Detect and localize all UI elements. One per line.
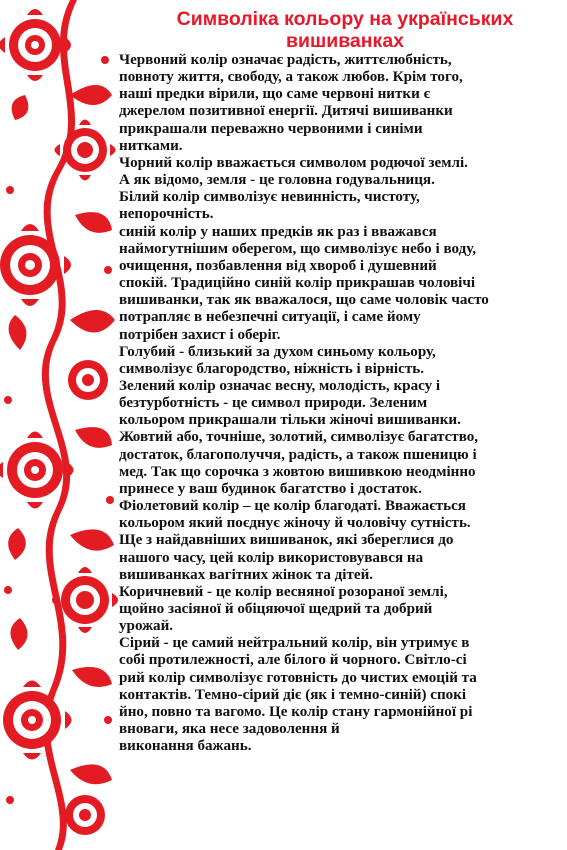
text-line: повноту життя, свободу, а також любов. Крім того, bbox=[119, 69, 463, 86]
text-line: А як відомо, земля - це головна годувальниця. bbox=[119, 172, 435, 189]
page-title bbox=[130, 8, 560, 52]
text-line: собі протилежності, але білого й чорного. Світло-сі bbox=[119, 652, 467, 669]
text-line: нитками. bbox=[119, 137, 183, 154]
text-line: символізує благородство, ніжність і вірність. bbox=[119, 360, 424, 377]
text-line: Фіолетовий колір – це колір благодаті. Вважається bbox=[119, 498, 466, 515]
embroidery-ornament bbox=[0, 0, 118, 850]
article-body bbox=[119, 52, 564, 755]
text-line: урожай. bbox=[119, 618, 174, 635]
text-line: нашого часу, цей колір використовувався на bbox=[119, 549, 424, 566]
text-line: йно, повно та вагомо. Це колір стану гармонійної рі bbox=[119, 703, 473, 720]
text-line: вноваги, яка несе задоволення й bbox=[119, 721, 340, 738]
text-line: Голубий - близький за духом синьому кольору, bbox=[119, 343, 436, 360]
text-line: безтурботність - це символ природи. Зеленим bbox=[119, 395, 428, 412]
text-line: непорочність. bbox=[119, 206, 214, 223]
text-line: наймогутнішим оберегом, що символізує небо і воду, bbox=[119, 240, 477, 257]
text-line: Білий колір символізує невинність, чистоту, bbox=[119, 189, 420, 206]
text-line: мед. Так що сорочка з жовтою вишивкою неодмінно bbox=[119, 463, 476, 480]
text-line: наші предки вірили, що саме червоні нитки є bbox=[119, 86, 431, 103]
text-line: кольором який поєднує жіночу й чоловічу сутність. bbox=[119, 515, 471, 532]
title-line: вишиванках bbox=[285, 30, 405, 52]
text-line: джерелом позитивної енергії. Дитячі вишиванки bbox=[119, 103, 453, 120]
text-line: виконання бажань. bbox=[119, 738, 252, 755]
text-line: очищення, позбавлення від хвороб і душевний bbox=[119, 257, 437, 274]
text-line: контактів. Темно-сірий діє (як і темно-синій) спокі bbox=[119, 686, 467, 703]
text-line: синій колір у наших предків як раз і вважався bbox=[119, 223, 437, 240]
title-line: Символіка кольору на українських bbox=[176, 8, 514, 30]
text-line: прикрашали переважно червоними і синіми bbox=[119, 120, 423, 137]
text-line: потрапляє в небезпечні ситуації, і саме йому bbox=[119, 309, 421, 326]
text-line: Жовтий або, точніше, золотий, символізує багатство, bbox=[119, 429, 479, 446]
text-line: рий колір символізує готовність до чистих емоцій та bbox=[119, 669, 477, 686]
text-line: вишиванках вагітних жінок та дітей. bbox=[119, 566, 374, 583]
text-line: Сірий - це самий нейтральний колір, він утримує в bbox=[119, 635, 470, 652]
text-line: Чорний колір вважається символом родючої землі. bbox=[119, 154, 468, 171]
text-line: Червоний колір означає радість, життєлюбність, bbox=[119, 52, 452, 68]
text-line: вишиванки, так як вважалося, що саме чоловік часто bbox=[119, 292, 489, 309]
text-line: потрібен захист і оберіг. bbox=[119, 326, 281, 343]
text-line: принесе у ваш будинок багатство і достаток. bbox=[119, 480, 422, 497]
text-line: спокій. Традиційно синій колір прикрашав чоловічі bbox=[119, 275, 476, 292]
text-line: Коричневий - це колір весняної розораної землі, bbox=[119, 583, 448, 600]
text-line: Зелений колір означає весну, молодість, красу і bbox=[119, 377, 441, 394]
text-line: кольором прикрашали тільки жіночі вишиванки. bbox=[119, 412, 461, 429]
text-line: Ще з найдавніших вишиванок, які збереглися до bbox=[119, 532, 454, 549]
text-line: достаток, благополуччя, радість, а також пшеницю і bbox=[119, 446, 477, 463]
text-line: щойно засіяної й обіцяючої щедрий та добрий bbox=[119, 601, 433, 617]
